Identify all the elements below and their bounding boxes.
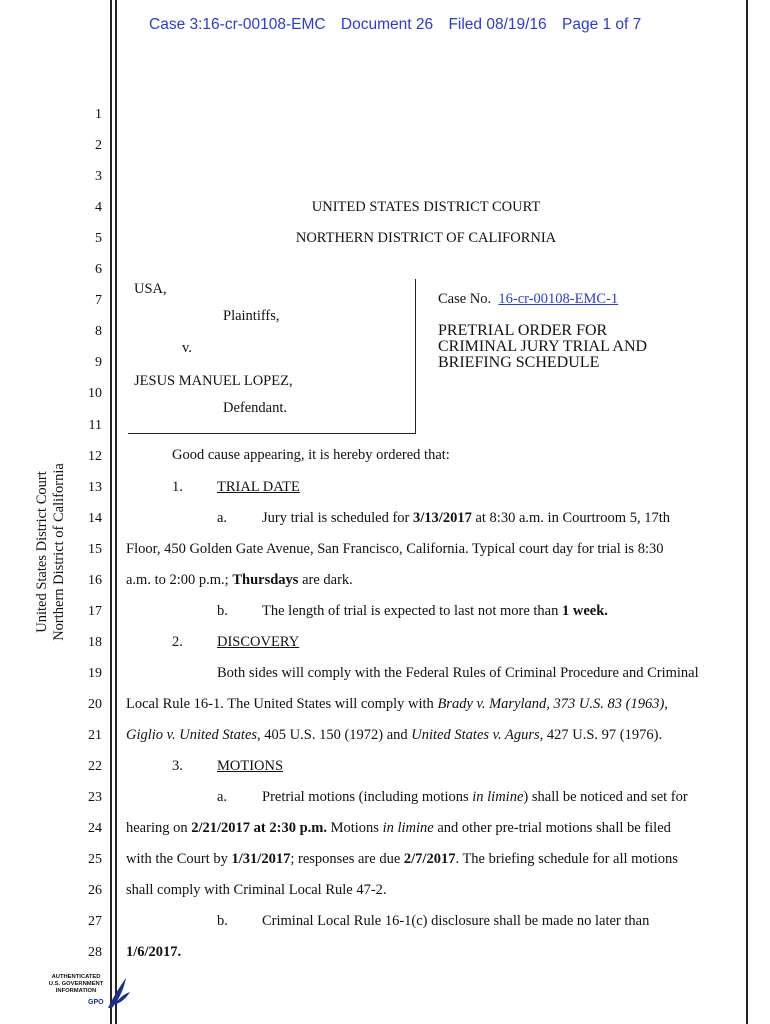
eagle-icon (102, 972, 132, 1012)
line-number: 9 (95, 355, 102, 371)
line-number: 1 (95, 107, 102, 122)
line-number: 21 (88, 728, 102, 743)
line-number: 23 (88, 790, 102, 806)
section-1-number: 1. (172, 479, 183, 495)
header-case: Case 3:16-cr-00108-EMC (149, 16, 326, 33)
s2-line-1: Both sides will comply with the Federal Rules of Criminal Procedure and Criminal (217, 665, 699, 681)
title-line-1: PRETRIAL ORDER FOR (438, 322, 608, 339)
line-number: 27 (88, 914, 102, 930)
gpo-authentication-logo (40, 972, 136, 1014)
line-number: 25 (88, 852, 102, 868)
margin-rule-left (110, 0, 112, 1024)
versus: v. (182, 340, 192, 356)
defendant: JESUS MANUEL LOPEZ, (134, 373, 293, 389)
caption-rule-horizontal (128, 433, 416, 434)
line-number: 18 (88, 634, 102, 650)
plaintiff: USA, (134, 281, 167, 297)
line-number: 24 (88, 821, 102, 837)
margin-rule-right (746, 0, 748, 1024)
trial-date: 3/13/2017 (413, 510, 472, 526)
header-filed: Filed 08/19/16 (448, 16, 547, 33)
line-number: 3 (95, 169, 102, 185)
s2-line-2: Local Rule 16-1. The United States will comply with Brady v. Maryland, 373 U.S. 83 (1963), (126, 696, 668, 712)
gpo-mark: GPO (88, 999, 104, 1006)
s1a-text: Jury trial is scheduled for 3/13/2017 at 8:30 a.m. in Courtroom 5, 17th (262, 510, 670, 526)
s2-line-3: Giglio v. United States, 405 U.S. 150 (1972) and United States v. Agurs, 427 U.S. 97 (1976). (126, 727, 663, 743)
line-number: 14 (88, 510, 102, 526)
header-document: Document 26 (340, 16, 434, 33)
s1a-line-2: Floor, 450 Golden Gate Avenue, San Francisco, California. Typical court day for trial is 8:30 (126, 541, 664, 557)
section-2-number: 2. (172, 634, 183, 650)
s3a-line-3: with the Court by 1/31/2017; responses are due 2/7/2017. The briefing schedule for all motions (126, 851, 678, 867)
line-number: 7 (95, 293, 102, 309)
section-1-title: TRIAL DATE (217, 479, 300, 495)
s3a-line-1: Pretrial motions (including motions in limine) shall be noticed and set for (262, 789, 688, 805)
line-number: 16 (88, 572, 102, 588)
caption-rule-vertical (415, 279, 416, 434)
section-2-title: DISCOVERY (217, 634, 300, 650)
line-number: 10 (88, 386, 102, 402)
s1a-letter: a. (217, 510, 228, 526)
section-3-title: MOTIONS (217, 758, 284, 774)
sidebar-line-1: United States District Court (34, 471, 50, 633)
case-number-link[interactable]: 16-cr-00108-EMC-1 (498, 291, 619, 307)
s1a-line-3: a.m. to 2:00 p.m.; Thursdays are dark. (126, 572, 353, 588)
s3b-date: 1/6/2017. (126, 944, 182, 960)
header-page: Page 1 of 7 (562, 16, 642, 33)
gpo-text: AUTHENTICATED U.S. GOVERNMENT INFORMATION (48, 974, 104, 994)
defendant-role: Defendant. (223, 400, 288, 416)
s1b-letter: b. (217, 603, 228, 619)
title-line-3: BRIEFING SCHEDULE (438, 354, 600, 371)
line-number: 6 (95, 262, 102, 278)
sidebar-line-2: Northern District of California (51, 463, 67, 641)
line-number: 5 (95, 231, 102, 247)
line-number: 4 (95, 200, 102, 216)
court-name: UNITED STATES DISTRICT COURT (311, 199, 541, 215)
line-number: 20 (88, 696, 102, 712)
s3b-letter: b. (217, 913, 228, 929)
margin-rule-left-inner (115, 0, 117, 1024)
s3a-letter: a. (217, 789, 228, 805)
s1b-text: The length of trial is expected to last not more than 1 week. (262, 603, 608, 619)
line-number: 11 (88, 417, 102, 433)
plaintiff-role: Plaintiffs, (223, 308, 280, 324)
court-district: NORTHERN DISTRICT OF CALIFORNIA (295, 230, 557, 246)
line-number: 8 (95, 324, 102, 340)
line-number: 15 (88, 541, 102, 557)
court-sidebar (34, 463, 68, 641)
line-number: 12 (88, 448, 102, 464)
s3a-line-4: shall comply with Criminal Local Rule 47-2. (126, 882, 387, 898)
order-title (438, 323, 647, 371)
title-line-2: CRIMINAL JURY TRIAL AND (438, 338, 648, 355)
line-number: 19 (88, 665, 102, 681)
line-number: 13 (88, 479, 102, 495)
filing-header (149, 16, 652, 34)
line-number: 17 (88, 603, 102, 619)
s3a-line-2: hearing on 2/21/2017 at 2:30 p.m. Motions in limine and other pre-trial motions shall be filed (126, 820, 671, 836)
case-number (438, 291, 618, 308)
case-number-label: Case No. (438, 291, 492, 307)
intro-text: Good cause appearing, it is hereby ordered that: (172, 447, 450, 463)
line-number: 28 (88, 945, 102, 961)
s3b-text: Criminal Local Rule 16-1(c) disclosure shall be made no later than (262, 913, 650, 929)
line-number: 22 (88, 759, 102, 775)
section-3-number: 3. (172, 758, 183, 774)
line-number: 26 (88, 883, 102, 899)
line-number: 2 (95, 138, 102, 154)
